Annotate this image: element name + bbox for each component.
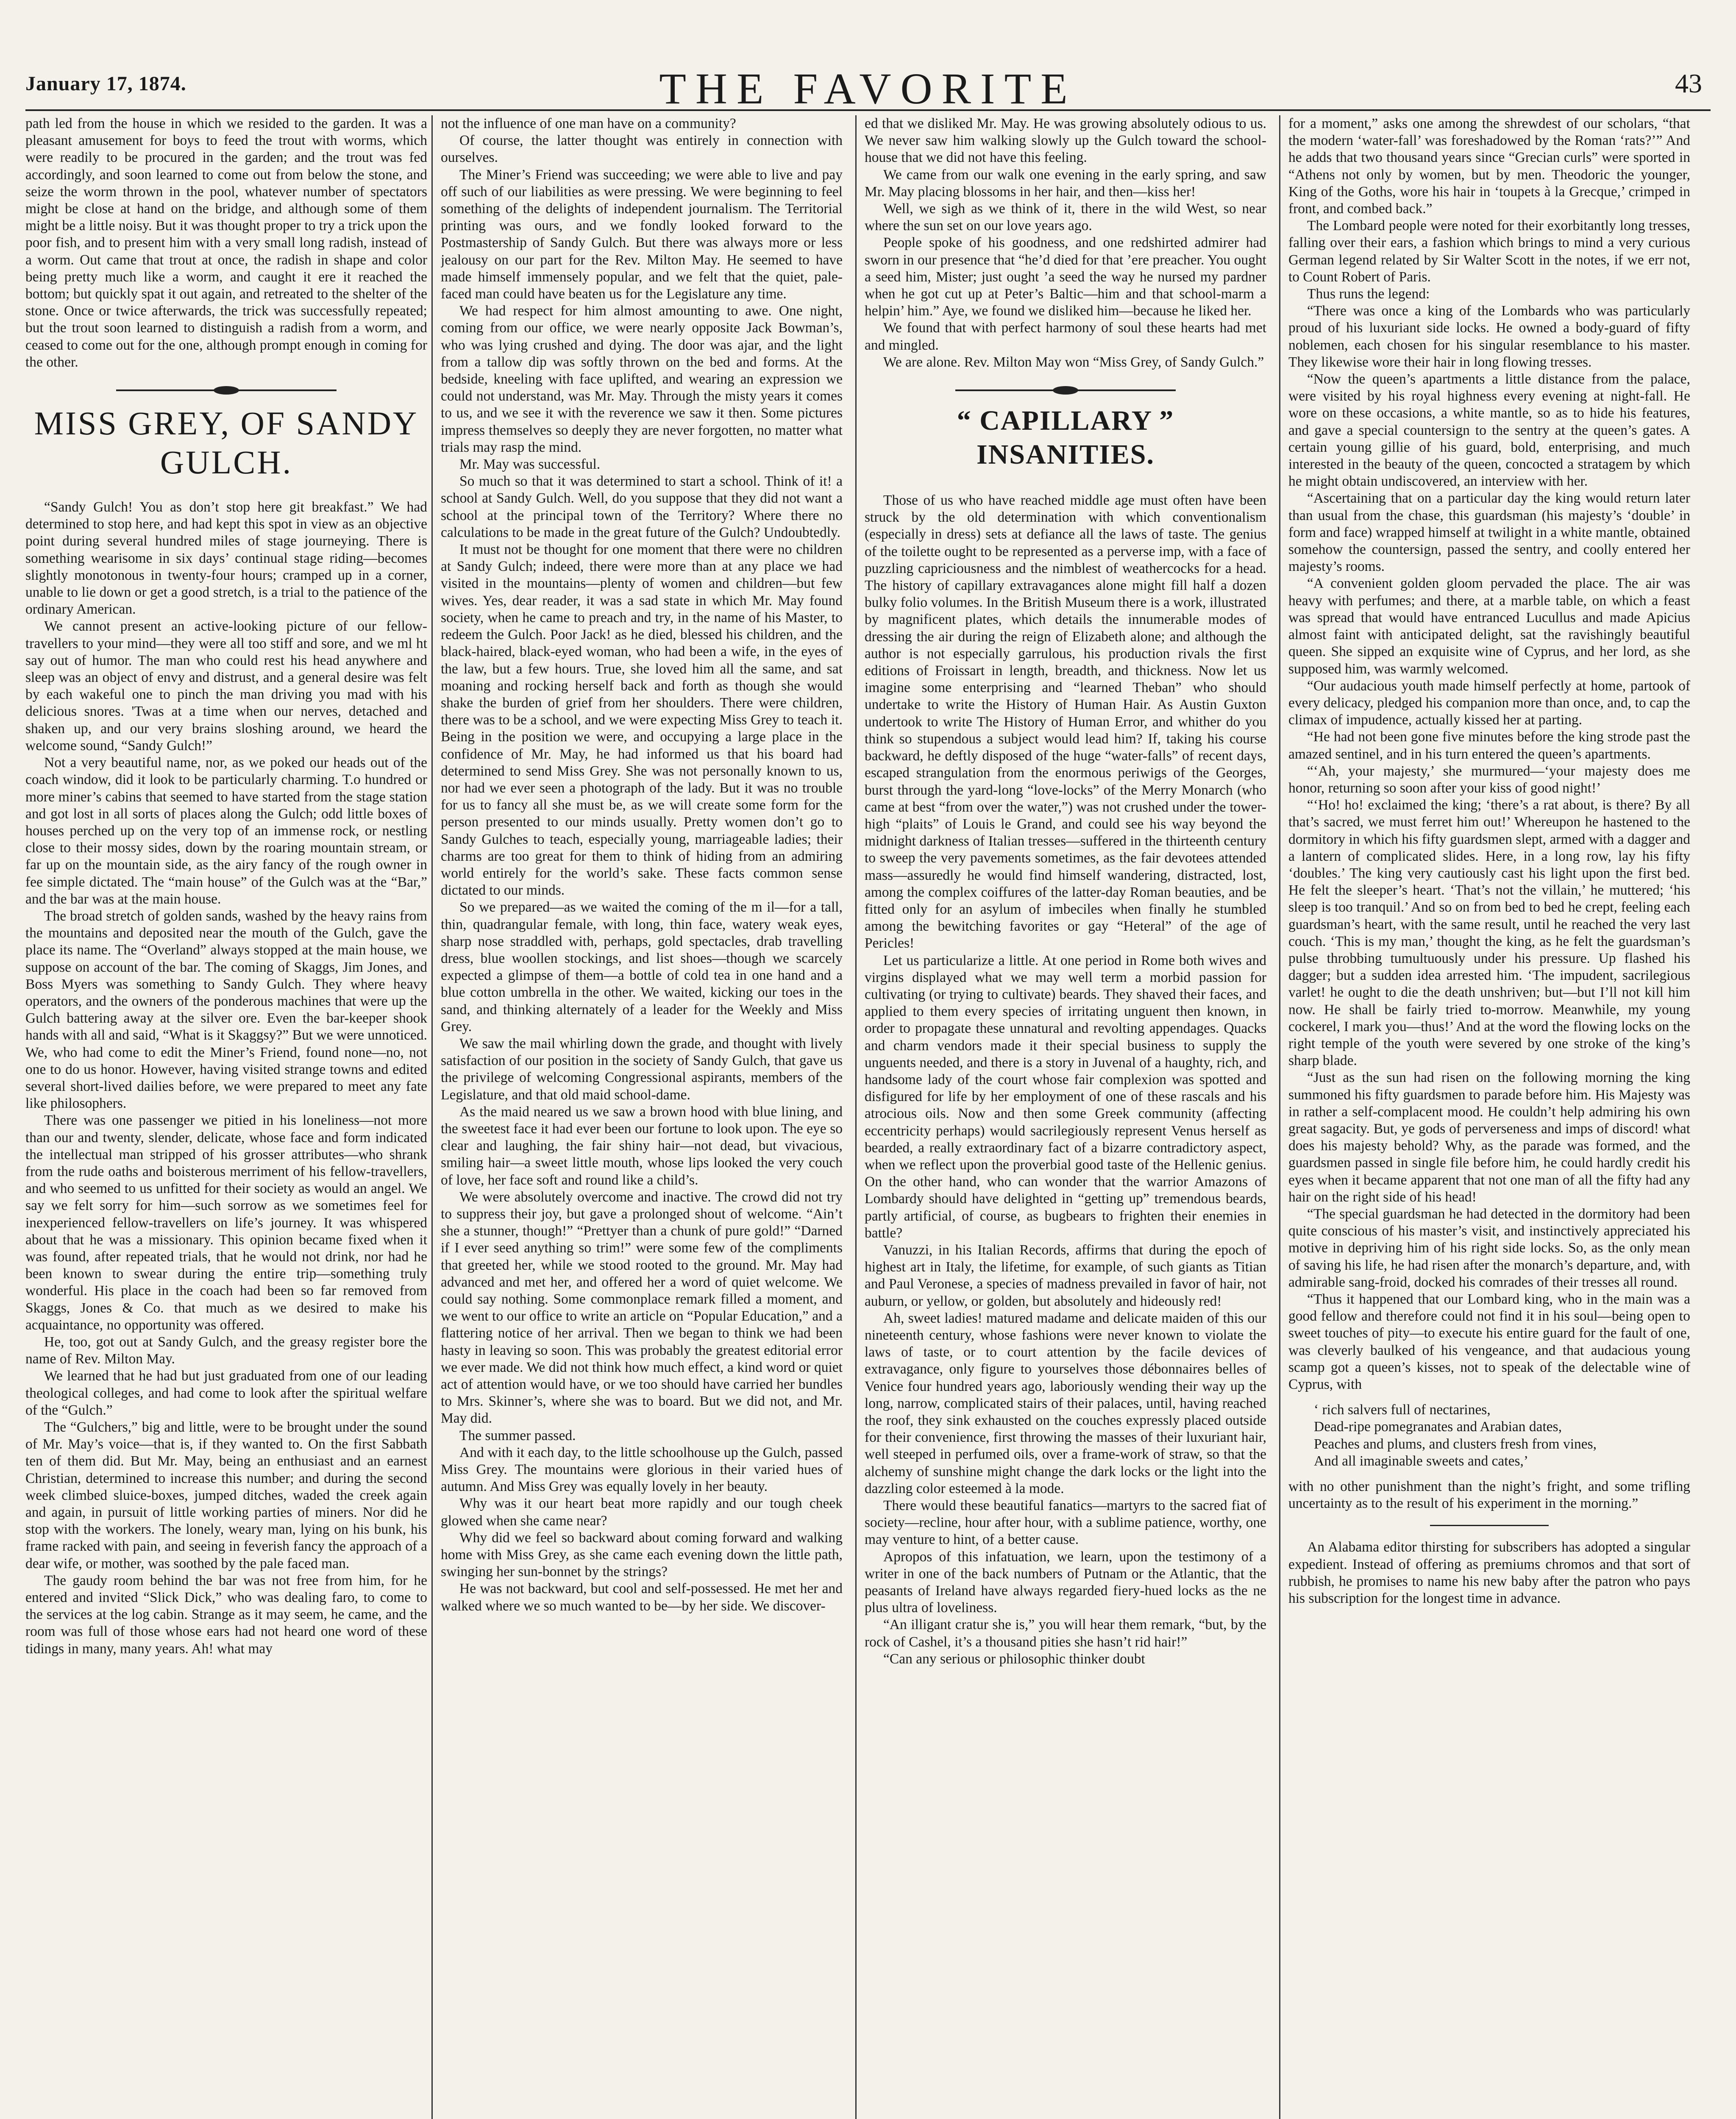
article-paragraph: He, too, got out at Sandy Gulch, and the greasy register bore the name of Rev. Milton May. (25, 1334, 427, 1367)
article-paragraph: People spoke of his goodness, and one redshirted admirer had sworn in our presence that “he’d died for that ’ere preacher. You ought a seed him, Mister; just ought ’a seed the way he nursed my pardner when he got cut up at Peter’s Baltic—him and that school-marm a helpin’ him.” Aye, we found we disliked him—because he liked her. (865, 235, 1266, 319)
article-paragraph: “Just as the sun had risen on the following morning the king summoned his fifty guardsmen to parade before him. His Majesty was in rather a self-complacent mood. He couldn’t help admiring his own great sagacity. But, ye gods of perverseness and imps of discord! what does his majesty behold? Why, as the parade was formed, and the guardsmen passed in single file before him, he could hardly credit his eyes when it became apparent that not one man of all the fifty had any hair on the right side of his head! (1288, 1070, 1690, 1205)
column-4 (1288, 115, 1690, 2119)
article-paragraph: The gaudy room behind the bar was not free from him, for he entered and invited “Slick Dick,” who was dealing faro, to come to the services at the log cabin. Strange as it may seem, he came, and the room was full of those whose ears had not heard one word of these tidings in many, many years. Ah! what may (25, 1572, 427, 1657)
page-number: 43 (1675, 68, 1702, 98)
article-paragraph: Of course, the latter thought was entirely in connection with ourselves. (441, 133, 843, 166)
article-paragraph: Let us particularize a little. At one period in Rome both wives and virgins displayed what we may well term a morbid passion for cultivating (or trying to cultivate) beards. They shaved their faces, and applied to them every species of irritating unguent then known, in order to propagate these unnatural and revolting appendages. Quacks and charm vendors made it their special business to supply the unguents needed, and there is a story in Juvenal of a haughty, rich, and handsome lady of the court whose fair complexion was spotted and disfigured for life by her employment of one of these rascals and his atrocious oils. Now and then some Greek community (affecting eccentricity perhaps) would sacrilegiously represent Venus herself as bearded, a really extraordinary fact of a bizarre contradictory aspect, when we reflect upon the proverbial good taste of the Hellenic genius. On the other hand, who can wonder that the warrior Amazons of Lombardy should have delighted in “getting up” tremendous beards, partly artificial, of course, as bugbears to frighten their enemies in battle? (865, 952, 1266, 1241)
article-paragraph: We had respect for him almost amounting to awe. One night, coming from our office, we were nearly opposite Jack Bowman’s, who was lying crushed and dying. The door was ajar, and the light from a tallow dip was softly thrown on the bed and forms. At the bedside, kneeling with face uplifted, and wearing an expression we could not understand, was Mr. May. Through the misty years it comes to us, and we see it with the reverence we saw it then. Some pictures impress themselves so deeply they are never forgotten, no matter what trials may rasp the mind. (441, 303, 843, 455)
article-paragraph: We cannot present an active-looking picture of our fellow-travellers to your mind—they were all too stiff and sore, and we ml ht say out of humor. The man who could rest his head anywhere and sleep was an object of envy and distrust, and a general desire was felt by each wakeful one to pinch the man driving you mad with his delicious snores. 'Twas at a time when our nerves, detached and shaken up, and our very brains sloshing around, we heard the welcome sound, “Sandy Gulch!” (25, 618, 427, 754)
article-paragraph: Why was it our heart beat more rapidly and our tough cheek glowed when she came near? (441, 1496, 843, 1529)
article-paragraph: As the maid neared us we saw a brown hood with blue lining, and the sweetest face it had ever been our fortune to look upon. The eye so clear and laughing, the fair shiny hair—not dead, but vivacious, smiling hair—a sweet little mouth, whose lips looked the very couch of love, her face soft and round like a child’s. (441, 1104, 843, 1188)
article-paragraph: Ah, sweet ladies! matured madame and delicate maiden of this our nineteenth century, whose fashions were never known to violate the laws of taste, or to court attention by the facile devices of extravagance, only figure to yourselves those débonnaires belles of Venice four hundred years ago, laboriously wending their way up the long, narrow, complicated stairs of their palaces, until, having reached the roof, they sink exhausted on the couches expressly placed outside for their convenience, first throwing the masses of their luxuriant hair, well steeped in perfumed oils, over a frame-work of straw, so that the alchemy of sunshine might change the dark locks or the light into the dazzling color esteemed à la mode. (865, 1310, 1266, 1496)
article-paragraph: The summer passed. (459, 1427, 576, 1443)
section-divider (955, 389, 1176, 391)
column-divider (855, 115, 857, 2119)
article-paragraph: Apropos of this infatuation, we learn, upon the testimony of a writer in one of the back numbers of Putnam or the Atlantic, that the peasants of Ireland have always regarded fiery-hued locks as the ne plus ultra of loveliness. (865, 1549, 1266, 1616)
masthead (0, 0, 1736, 113)
poem-line: Peaches and plums, and clusters fresh from vines, (1314, 1436, 1597, 1452)
article-paragraph: We came from our walk one evening in the early spring, and saw Mr. May placing blossoms in her hair, and then—kiss her! (865, 167, 1266, 200)
article-paragraph: We saw the mail whirling down the grade, and thought with lively satisfaction of our position in the society of Sandy Gulch, that gave us the privilege of welcoming Congressional aspirants, members of the Legislature, and that old maid school-dame. (441, 1035, 843, 1103)
article-paragraph: for a moment,” asks one among the shrewdest of our scholars, “that the modern ‘water-fall’ was foreshadowed by the Roman ‘rats?’” And he adds that two thousand years since “Grecian curls” were sported in “Athens not only by women, but by men. Theodoric the younger, King of the Goths, wore his hair in ‘toupets à la Grecque,’ crimped in front, and combed back.” (1288, 116, 1690, 217)
trout-story-ending: path led from the house in which we resided to the garden. It was a pleasant amusement for boys to feed the trout with worms, which were readily to be procured in the garden; and the trout was fed accordingly, and soon learned to come out from below the stone, and seize the worm thrown in the pool, whatever number of spectators might be close at hand on the bridge, and although some of them might be a little noisy. But it was thought proper to try a trick upon the poor fish, and to present him with a very small long radish, instead of a worm. Out came that trout at once, the radish in shape and color being pretty much like a worm, and caught it ere it reached the bottom; but quickly spat it out again, and retreated to the shelter of the stone. Once or twice afterwards, the trick was successfully repeated; but the trout soon learned to distinguish a radish from a worm, and ceased to come out for the one, although prompt enough in coming for the other. (25, 116, 427, 370)
article-paragraph: “An illigant cratur she is,” you will hear them remark, “but, by the rock of Cashel, it’s a thousand pities she hasn’t rid hair!” (865, 1617, 1266, 1650)
article-paragraph: We are alone. Rev. Milton May won “Miss Grey, of Sandy Gulch.” (883, 354, 1264, 370)
article-paragraph: Not a very beautiful name, nor, as we poked our heads out of the coach window, did it look to be particularly charming. T.o hundred or more miner’s cabins that seemed to have started from the stage station and got lost in all sorts of places along the Gulch; odd little boxes of houses perched up on the very top of an immense rock, or nestling close to their mossy sides, down by the roaring mountain stream, or far up on the mountain side, as the airy fancy of the rough owner in fee simple dictated. The “main house” of the Gulch was at the “Bar,” and the bar was at the main house. (25, 755, 427, 907)
article-paragraph: The “Gulchers,” big and little, were to be brought under the sound of Mr. May’s voice—that is, if they wanted to. On the first Sabbath ten of them did. But Mr. May, being an enthusiast and an earnest Christian, determined to increase this number; and during the second week climbed sluice-boxes, jumped ditches, waded the creek again and again, in pursuit of little working parties of miners. Nor did he stop with the workers. The lonely, weary man, lying on his bunk, his frame racked with pain, and seeing in feverish fancy the approach of a dear wife, or mother, was soothed by the pale faced man. (25, 1419, 427, 1571)
article-paragraph: The Lombard people were noted for their exorbitantly long tresses, falling over their ears, a fashion which brings to mind a very curious German legend related by Sir Walter Scott in the notes, if we err not, to Count Robert of Paris. (1288, 218, 1690, 285)
article-paragraph: Thus runs the legend: (1307, 286, 1430, 302)
article-paragraph: “Sandy Gulch! You as don’t stop here git breakfast.” We had determined to stop here, and had kept this spot in view as an objective point during several hundred miles of stage journeying. There is something wearisome in six days’ continual stage riding—becomes slightly monotonous in twenty-four hours; cramped up in a corner, unable to lie down or get a good stretch, is a trial to the patience of the ordinary American. (25, 499, 427, 617)
article-paragraph: The broad stretch of golden sands, washed by the heavy rains from the mountains and deposited near the mouth of the Gulch, gave the place its name. The “Overland” always stopped at the main house, we suppose on account of the bar. The coming of Skaggs, Jim Jones, and Boss Myers was something to Sandy Gulch. They where heavy operators, and the owners of the ponderous machines that were up the Gulch battering away at the silver ore. Even the bar-keeper shook hands with all and said, “What is it Skaggsy?” But we were unnoticed. We, who had come to edit the Miner’s Friend, found none—no, not one to do us honor. However, having visited strange towns and edited several short-lived dailies before, we were prepared to meet any fate like philosophers. (25, 908, 427, 1112)
article-paragraph: He was not backward, but cool and self-possessed. He met her and walked where we so much wanted to be—by her side. We discover- (441, 1581, 843, 1614)
article-paragraph: The Miner’s Friend was succeeding; we were able to live and pay off such of our liabilities as were pressing. We were beginning to feel something of the delights of independent journalism. The Territorial printing was ours, and we fondly looked forward to the Postmastership of Sandy Gulch. But there was always more or less jealousy on our part for the Rev. Milton May. He seemed to have made himself immensely popular, and we felt that the quiet, pale-faced man could have beaten us for the Legislature any time. (441, 167, 843, 302)
poem-line: ‘ rich salvers full of nectarines, (1314, 1402, 1491, 1418)
section-divider (1430, 1525, 1549, 1526)
article-paragraph: “Ascertaining that on a particular day the king would return later than usual from the chase, this guardsman (his majesty’s ‘double’ in form and face) wrapped himself at twilight in a white mantle, obtained somehow the countersign, passed the sentry, and coolly entered her majesty’s rooms. (1288, 490, 1690, 575)
column-divider (1279, 115, 1280, 2119)
article-paragraph: We learned that he had but just graduated from one of our leading theological colleges, and had come to look after the spiritual welfare of the “Gulch.” (25, 1368, 427, 1418)
article-paragraph: “Now the queen’s apartments a little distance from the palace, were visited by his royal highness every evening at night-fall. He wore on these occasions, a white mantle, so as to hide his features, and gave a special countersign to the sentry at the queen’s gates. A certain young gillie of his guard, bold, enterprising, and much interested in the beauty of the queen, concocted a stratagem by which he might obtain undiscovered, an interview with her. (1288, 371, 1690, 489)
article-paragraph: with no other punishment than the night’s fright, and some trifling uncertainty as to the result of his experiment in the morning.” (1288, 1479, 1690, 1512)
section-divider (116, 389, 337, 391)
article-paragraph: ed that we disliked Mr. May. He was growing absolutely odious to us. We never saw him walking slowly up the Gulch toward the school-house that we did not have this feeling. (865, 116, 1266, 166)
poem-line: And all imaginable sweets and cates,’ (1314, 1453, 1529, 1469)
masthead-rule (25, 109, 1711, 111)
article-headline-capillary-insanities: “ CAPILLARY ” INSANITIES. (957, 405, 1174, 470)
article-paragraph: “‘Ah, your majesty,’ she murmured—‘your majesty does me honor, returning so soon after your kiss of good night!’ (1288, 763, 1690, 796)
article-paragraph: There would these beautiful fanatics—martyrs to the sacred fiat of society—recline, hour after hour, with a sublime patience, worthy, one may venture to hint, of a better cause. (865, 1498, 1266, 1548)
article-paragraph: not the influence of one man have on a community? (441, 116, 736, 131)
article-paragraph: It must not be thought for one moment that there were no children at Sandy Gulch; indeed, there were more than at any place we had visited in the mountains—plenty of women and children—but few wives. Yes, dear reader, it was a sad state in which Mr. May found society, when he came to preach and try, in the name of his Master, to redeem the Gulch. Poor Jack! as he died, blessed his children, and the black-haired, black-eyed woman, who had been a wife, in the eyes of the law, but a few hours. True, she loved him all the same, and sat moaning and rocking herself back and forth as though she would shake the burden of grief from her shoulders. There were children, there was to be a school, and we were expecting Miss Grey to teach it. Being in the position we were, and occupying a large place in the confidence of Mr. May, he had informed us that his board had determined to send Miss Grey. She was not personally known to us, nor had we ever seen a photograph of the lady. But it was no trouble for us to fancy all she must be, as we will create some form for the person presented to our minds usually. Pretty women don’t go to Sandy Gulches to teach, especially young, marriageable ladies; their charms are too great for them to think of hiding from an admiring world entirely for the world’s sake. These facts common sense dictated to our minds. (441, 542, 843, 898)
article-paragraph: We found that with perfect harmony of soul these hearts had met and mingled. (865, 320, 1266, 353)
article-paragraph: And with it each day, to the little schoolhouse up the Gulch, passed Miss Grey. The mountains were glorious in their varied hues of autumn. And Miss Grey was equally lovely in her beauty. (441, 1444, 843, 1495)
article-paragraph: Those of us who have reached middle age must often have been struck by the old determination with which conventionalism (especially in dress) sets at defiance all the laws of taste. The genius of the toilette ought to be represented as a perverse imp, with a face of puzzling capriciousness and the nimblest of weathercocks for a head. The history of capillary extravagances alone might fill half a dozen bulky folio volumes. In the British Museum there is a work, illustrated by magnificent plates, which details the innumerable modes of dressing the air during the reign of Elizabeth alone; and although the author is not especially garrulous, his production rivals the first editions of Froissart in length, breadth, and thickness. Now let us imagine some enterprising and “learned Theban” who should undertake to write the History of Human Hair. As Austin Guxton undertook to write The History of Human Error, and whither do you think so stupendous a subject would lead him? If, taking his course backward, he deftly disposed of the huge “water-falls” of recent days, escaped strangulation from the enormous periwigs of the Georges, burst through the yard-long “love-locks” of the Merry Monarch (who came at best “from over the water,”) was not crushed under the tower-high “plaits” of Louis le Grand, and could see his way beyond the midnight darkness of Italian tresses—suffered in the thirteenth century to sweep the very pavements sometimes, as the fair devotees attended mass—assuredly he would find himself wandering, distracted, lost, among the complex coiffures of the latter-day Roman beauties, and be fitted only for an asylum of imbeciles when finally he stumbled among the bewitching favorites or gay “Heteral” of the age of Pericles! (865, 492, 1266, 951)
column-divider (431, 115, 433, 2119)
article-paragraph: Well, we sigh as we think of it, there in the wild West, so near where the sun set on our love years ago. (865, 201, 1266, 234)
column-3 (865, 115, 1266, 2119)
article-paragraph: Mr. May was successful. (459, 456, 601, 473)
article-paragraph: “Our audacious youth made himself perfectly at home, partook of every delicacy, pledged his companion more than once, and, to cap the climax of impudence, actually kissed her at parting. (1288, 678, 1690, 728)
article-headline-miss-grey: MISS GREY, OF SANDY GULCH. (34, 405, 419, 481)
column-2 (441, 115, 843, 2119)
article-paragraph: “A convenient golden gloom pervaded the place. The air was heavy with perfumes; and there, at a marble table, on which a feast was spread that would have entranced Lucullus and made Apicius almost faint with anticipated delight, sat the ravishingly beautiful queen. She sipped an exquisite wine of Cyprus, and her lord, as she supposed him, was warmly welcomed. (1288, 576, 1690, 677)
article-paragraph: There was one passenger we pitied in his loneliness—not more than our and twenty, slender, delicate, whose face and form indicated the intellectual man stripped of his grosser attributes—who shrank from the rude oaths and boisterous merriment of his fellow-travellers, and who seemed to us unfitted for their society as would an angel. We say we felt sorry for him—such sorrow as we sometimes feel for inexperienced fellow-travellers on life’s journey. It was whispered about that he was a missionary. This opinion became fixed when it was found, after repeated trials, that he would not drink, nor had he been known to swear during the entire trip—something truly wonderful. His place in the coach had been so far removed from Skaggs, Jones & Co. that much as we desired to make his acquaintance, no opportunity was offered. (25, 1112, 427, 1333)
article-paragraph: “‘Ho! ho! exclaimed the king; ‘there’s a rat about, is there? By all that’s sacred, we must ferret him out!’ Whereupon he hastened to the dormitory in which his fifty guardsmen slept, armed with a dagger and a lantern of complicated slides. Here, in a long row, lay his fifty ‘doubles.’ The king very cautiously cast his light upon the first bed. He felt the sleeper’s heart. ‘That’s not the villain,’ he muttered; ‘his sleep is too tranquil.’ And so on from bed to bed he crept, feeling each guardsman’s heart, with the same result, until he reached the very last couch. ‘This is my man,’ thought the king, as he felt the guardsman’s pulse throbbing tumultuously under his pressure. Up flashed his dagger; but a sudden idea arrested him. ‘The impudent, sacrilegious varlet! he ought to die the death unshriven; but—but I’ll not kill him now. He shall be fairly tried to-morrow. Meanwhile, my young cockerel, I mark you—thus!’ And at the word the flowing locks on the right temple of the youth were severed by one stroke of the king’s sharp blade. (1288, 797, 1690, 1069)
article-paragraph: “There was once a king of the Lombards who was particularly proud of his luxuriant side locks. He owned a body-guard of fifty noblemen, each chosen for his singular resemblance to his master. They likewise wore their hair in long flowing tresses. (1288, 303, 1690, 370)
article-paragraph: Why did we feel so backward about coming forward and walking home with Miss Grey, as she came each evening down the little path, swinging her sun-bonnet by the strings? (441, 1529, 843, 1580)
article-paragraph: So much so that it was determined to start a school. Think of it! a school at Sandy Gulch. Well, do you suppose that they did not want a school at the principal town of the Territory? Where there no calculations to be made in the great future of the Gulch? Undoubtedly. (441, 473, 843, 540)
article-paragraph: “Thus it happened that our Lombard king, who in the main was a good fellow and therefore could not find it in his soul—being open to sweet touches of pity—to execute his entire guard for the fault of one, was cleverly baulked of his vengeance, and that audacious young scamp got a queen’s kisses, not to speak of the delectable wine of Cyprus, with (1288, 1291, 1690, 1393)
article-paragraph: “Can any serious or philosophic thinker doubt (883, 1651, 1145, 1667)
poem-line: Dead-ripe pomegranates and Arabian dates, (1314, 1419, 1562, 1435)
poem-quote (1314, 1402, 1690, 1470)
issue-date: January 17, 1874. (25, 72, 186, 95)
article-paragraph: We were absolutely overcome and inactive. The crowd did not try to suppress their joy, but gave a prolonged shout of welcome. “Ain’t she a stunner, though!” “Prettyer than a chunk of pure gold!” “Darned if I ever seed anything so trim!” were some few of the compliments that greeted her, while we stood rooted to the ground. Mr. May had advanced and met her, and offered her a word of quiet welcome. We could say nothing. Some commonplace remark filled a moment, and we went to our office to write an article on “Popular Education,” and a flattering notice of her arrival. Then we began to think we had been hasty in leaving so soon. This was probably the greatest editorial error we ever made. We did not think how much effect, a kind word or quiet act of attention would have, or we too should have carried her bundles to Mrs. Skinner’s, where she was to board. But we did not, and Mr. May did. (441, 1189, 843, 1427)
brief-alabama-editor: An Alabama editor thirsting for subscribers has adopted a singular expedient. Instead of offering as premiums chromos and that sort of rubbish, he promises to name his new baby after the patron who pays his subscription for the longest time in advance. (1288, 1539, 1690, 1607)
article-paragraph: “He had not been gone five minutes before the king strode past the amazed sentinel, and in his turn entered the queen’s apartments. (1288, 729, 1690, 762)
newspaper-title: THE FAVORITE (659, 64, 1077, 113)
article-paragraph: So we prepared—as we waited the coming of the m il—for a tall, thin, quadrangular female, with long, thin face, watery weak eyes, sharp nose straddled with, perhaps, gold spectacles, drab travelling dress, blue woollen stockings, and list shoes—though we scarcely expected a glimpse of them—a bottle of cold tea in one hand and a blue cotton umbrella in the other. We waited, kicking our toes in the sand, and thinking alternately of a leader for the Weekly and Miss Grey. (441, 899, 843, 1034)
article-paragraph: “The special guardsman he had detected in the dormitory had been quite conscious of his master’s visit, and instinctively appreciated his motive in depriving him of his right side locks. So, as the only mean of saving his life, he had risen after the monarch’s departure, and, with admirable sang-froid, docked his comrades of their tresses all round. (1288, 1206, 1690, 1290)
article-paragraph: Vanuzzi, in his Italian Records, affirms that during the epoch of highest art in Italy, the lifetime, for example, of such giants as Titian and Paul Veronese, a species of madness prevailed in favor of hair, not auburn, or yellow, or golden, but absolutely and hideously red! (865, 1242, 1266, 1309)
column-1 (25, 115, 427, 2119)
